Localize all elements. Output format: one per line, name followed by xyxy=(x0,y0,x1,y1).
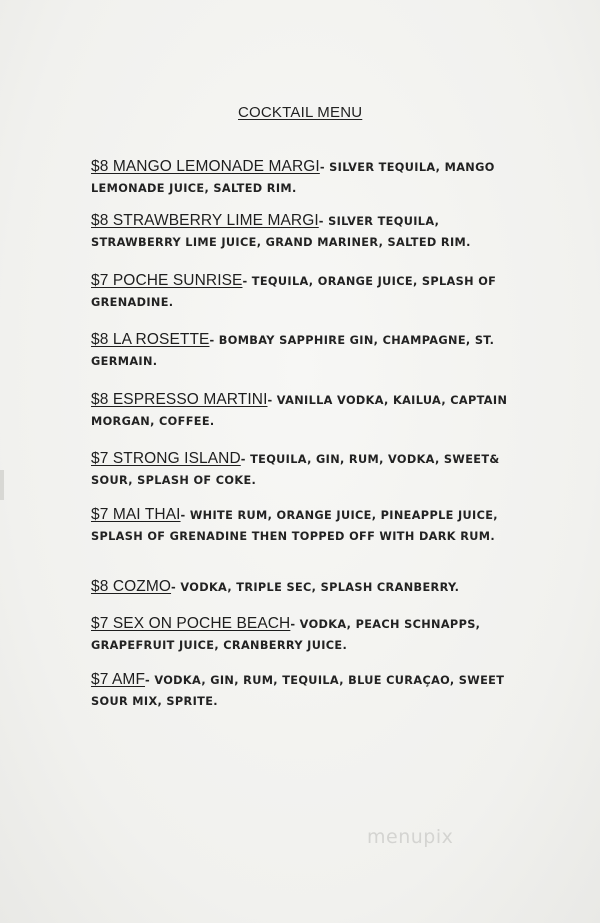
menu-item xyxy=(91,271,521,313)
item-description: - BOMBAY SAPPHIRE GIN, CHAMPAGNE, ST. GERMAIN. xyxy=(91,334,495,368)
item-description: - VODKA, GIN, RUM, TEQUILA, BLUE CURAÇAO, SWEET SOUR MIX, SPRITE. xyxy=(91,674,505,708)
item-description: - VODKA, PEACH SCHNAPPS, GRAPEFRUIT JUICE, CRANBERRY JUICE. xyxy=(91,618,481,652)
menu-item xyxy=(91,670,521,712)
item-description: - SILVER TEQUILA, STRAWBERRY LIME JUICE, GRAND MARINER, SALTED RIM. xyxy=(91,215,471,249)
item-description: - TEQUILA, ORANGE JUICE, SPLASH OF GRENADINE. xyxy=(91,275,497,309)
item-name: $7 MAI THAI xyxy=(91,506,181,523)
item-name: $8 STRAWBERRY LIME MARGI xyxy=(91,212,319,229)
menupix-watermark: menupix xyxy=(367,826,454,848)
item-name: $7 POCHE SUNRISE xyxy=(91,272,243,289)
item-name: $8 COZMO xyxy=(91,578,172,595)
item-name: $8 MANGO LEMONADE MARGI xyxy=(91,158,320,175)
item-name: $7 STRONG ISLAND xyxy=(91,450,241,467)
item-name: $8 ESPRESSO MARTINI xyxy=(91,391,268,408)
menu-item xyxy=(91,211,521,253)
item-description: - WHITE RUM, ORANGE JUICE, PINEAPPLE JUICE, SPLASH OF GRENADINE THEN TOPPED OFF WITH DARK RUM. xyxy=(91,509,498,543)
item-name: $7 AMF xyxy=(91,671,146,688)
item-description: - VANILLA VODKA, KAILUA, CAPTAIN MORGAN, COFFEE. xyxy=(91,394,508,428)
menu-item xyxy=(91,577,521,598)
menu-item xyxy=(91,157,521,199)
menu-item xyxy=(91,390,521,432)
item-name: $8 LA ROSETTE xyxy=(91,331,210,348)
item-name: $7 SEX ON POCHE BEACH xyxy=(91,615,291,632)
paper-edge-mark xyxy=(0,470,4,500)
item-description: - SILVER TEQUILA, MANGO LEMONADE JUICE, SALTED RIM. xyxy=(91,161,495,195)
item-description: - VODKA, TRIPLE SEC, SPLASH CRANBERRY. xyxy=(171,581,460,594)
menu-item xyxy=(91,330,521,372)
menu-item xyxy=(91,505,521,547)
menu-item xyxy=(91,449,521,491)
item-description: - TEQUILA, GIN, RUM, VODKA, SWEET& SOUR, SPLASH OF COKE. xyxy=(91,453,500,487)
menu-title: COCKTAIL MENU xyxy=(238,104,363,121)
menu-item xyxy=(91,614,521,656)
